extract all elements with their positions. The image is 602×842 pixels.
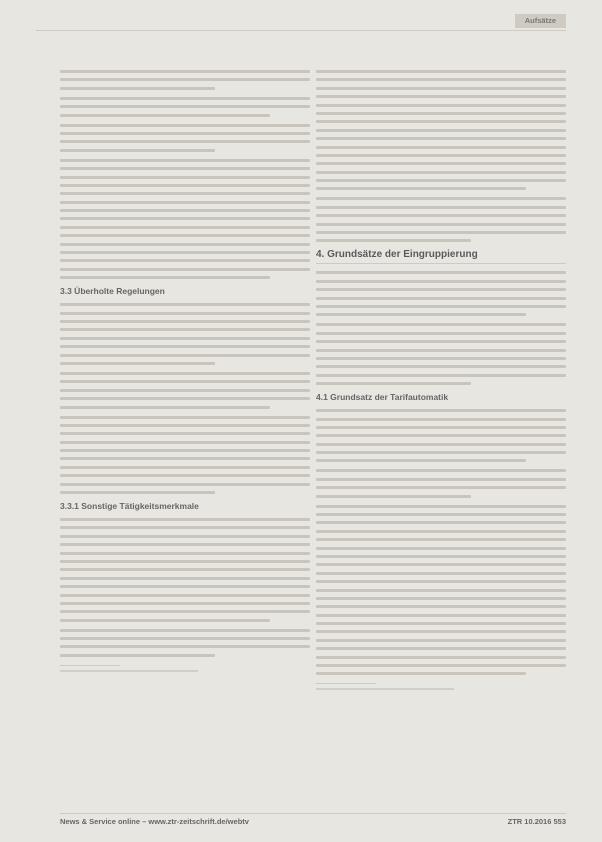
- page-header: [36, 14, 566, 31]
- paragraph: [60, 518, 310, 622]
- paragraph: [316, 271, 566, 316]
- right-column: [316, 70, 566, 690]
- paragraph: [60, 159, 310, 279]
- paragraph: [60, 372, 310, 409]
- section-heading: 4.1 Grundsatz der Tarifautomatik: [316, 392, 449, 403]
- footnote-rule: [316, 683, 376, 684]
- paragraph: [60, 629, 310, 657]
- footer-website-link[interactable]: News & Service online – www.ztr-zeitschrift.de/webtv: [60, 817, 249, 826]
- paragraph: [316, 409, 566, 462]
- paragraph: [316, 323, 566, 385]
- left-column: [60, 70, 310, 672]
- section-tag: Aufsätze: [515, 14, 566, 28]
- paragraph: [316, 197, 566, 242]
- footer-page-number: ZTR 10.2016 553: [507, 817, 566, 826]
- paragraph: [60, 416, 310, 495]
- footnote-line: [316, 688, 454, 690]
- footnote-rule: [60, 665, 120, 666]
- paragraph: [60, 303, 310, 365]
- paragraph: [316, 469, 566, 497]
- paragraph: [60, 70, 310, 90]
- paragraph: [316, 505, 566, 676]
- section-heading: 4. Grundsätze der Eingruppierung: [316, 249, 566, 264]
- paragraph: [60, 124, 310, 152]
- section-heading: 3.3.1 Sonstige Tätigkeitsmerkmale: [60, 501, 199, 512]
- section-heading: 3.3 Überholte Regelungen: [60, 286, 165, 297]
- page-footer: [60, 813, 566, 831]
- paragraph: [316, 70, 566, 190]
- paragraph: [60, 97, 310, 117]
- footnote-line: [60, 670, 198, 672]
